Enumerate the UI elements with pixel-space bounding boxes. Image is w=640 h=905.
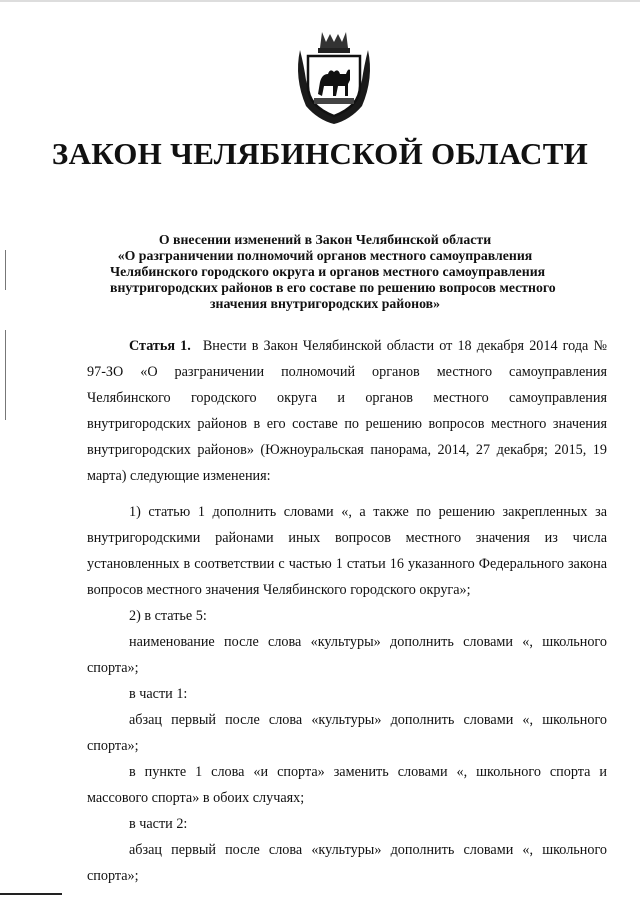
- subtitle-line: «О разграничении полномочий органов местного самоуправления: [117, 248, 533, 263]
- law-body: [87, 333, 607, 889]
- scan-margin-mark: [5, 330, 6, 420]
- law-subtitle: [110, 232, 556, 312]
- amendment-paragraph: 2) в статье 5:: [129, 608, 207, 624]
- amendment-paragraph: в части 1:: [129, 686, 188, 702]
- article-text: Внести в Закон Челябинской области от 18 декабря 2014 года № 97-ЗО «О разграничении полномочий органов местного самоуправления Челябинского городского округа и органов местного самоуправления внутригородских районов в его составе по решению вопросов местного значения внутригородских районов» (Южноуральская панорама, 2014, 27 декабря; 2015, 19 марта) следующие изменения:: [87, 338, 607, 484]
- amendment-paragraph: абзац первый после слова «культуры» дополнить словами «, школьного спорта»;: [87, 842, 607, 884]
- subtitle-line: О внесении изменений в Закон Челябинской области: [158, 232, 492, 247]
- amendment-paragraph: в пункте 1 слова «и спорта» заменить словами «, школьного спорта и массового спорта» в обоих случаях;: [87, 764, 607, 806]
- scan-footer-mark: [0, 893, 62, 895]
- amendment-paragraph: наименование после слова «культуры» дополнить словами «, школьного спорта»;: [87, 634, 607, 676]
- article-label: Статья 1.: [129, 338, 191, 354]
- subtitle-line: Челябинского городского округа и органов местного самоуправления: [110, 264, 546, 279]
- coat-of-arms-icon: [292, 28, 376, 126]
- subtitle-line: внутригородских районов в его составе по решению вопросов местного: [110, 280, 556, 295]
- amendment-paragraph: 1) статью 1 дополнить словами «, а также по решению закрепленных за внутригородскими районами иных вопросов местного значения из числа установленных в соответствии с частью 1 статьи 16 указанного Федерального закона вопросов местного значения Челябинского городского округа»;: [87, 504, 607, 598]
- subtitle-line: значения внутригородских районов»: [209, 296, 441, 311]
- amendment-paragraph: в части 2:: [129, 816, 188, 832]
- scan-top-edge: [0, 0, 640, 2]
- amendment-paragraph: абзац первый после слова «культуры» дополнить словами «, школьного спорта»;: [87, 712, 607, 754]
- law-title: ЗАКОН ЧЕЛЯБИНСКОЙ ОБЛАСТИ: [51, 136, 589, 171]
- article-paragraph: [87, 333, 607, 489]
- scan-margin-mark: [5, 250, 6, 290]
